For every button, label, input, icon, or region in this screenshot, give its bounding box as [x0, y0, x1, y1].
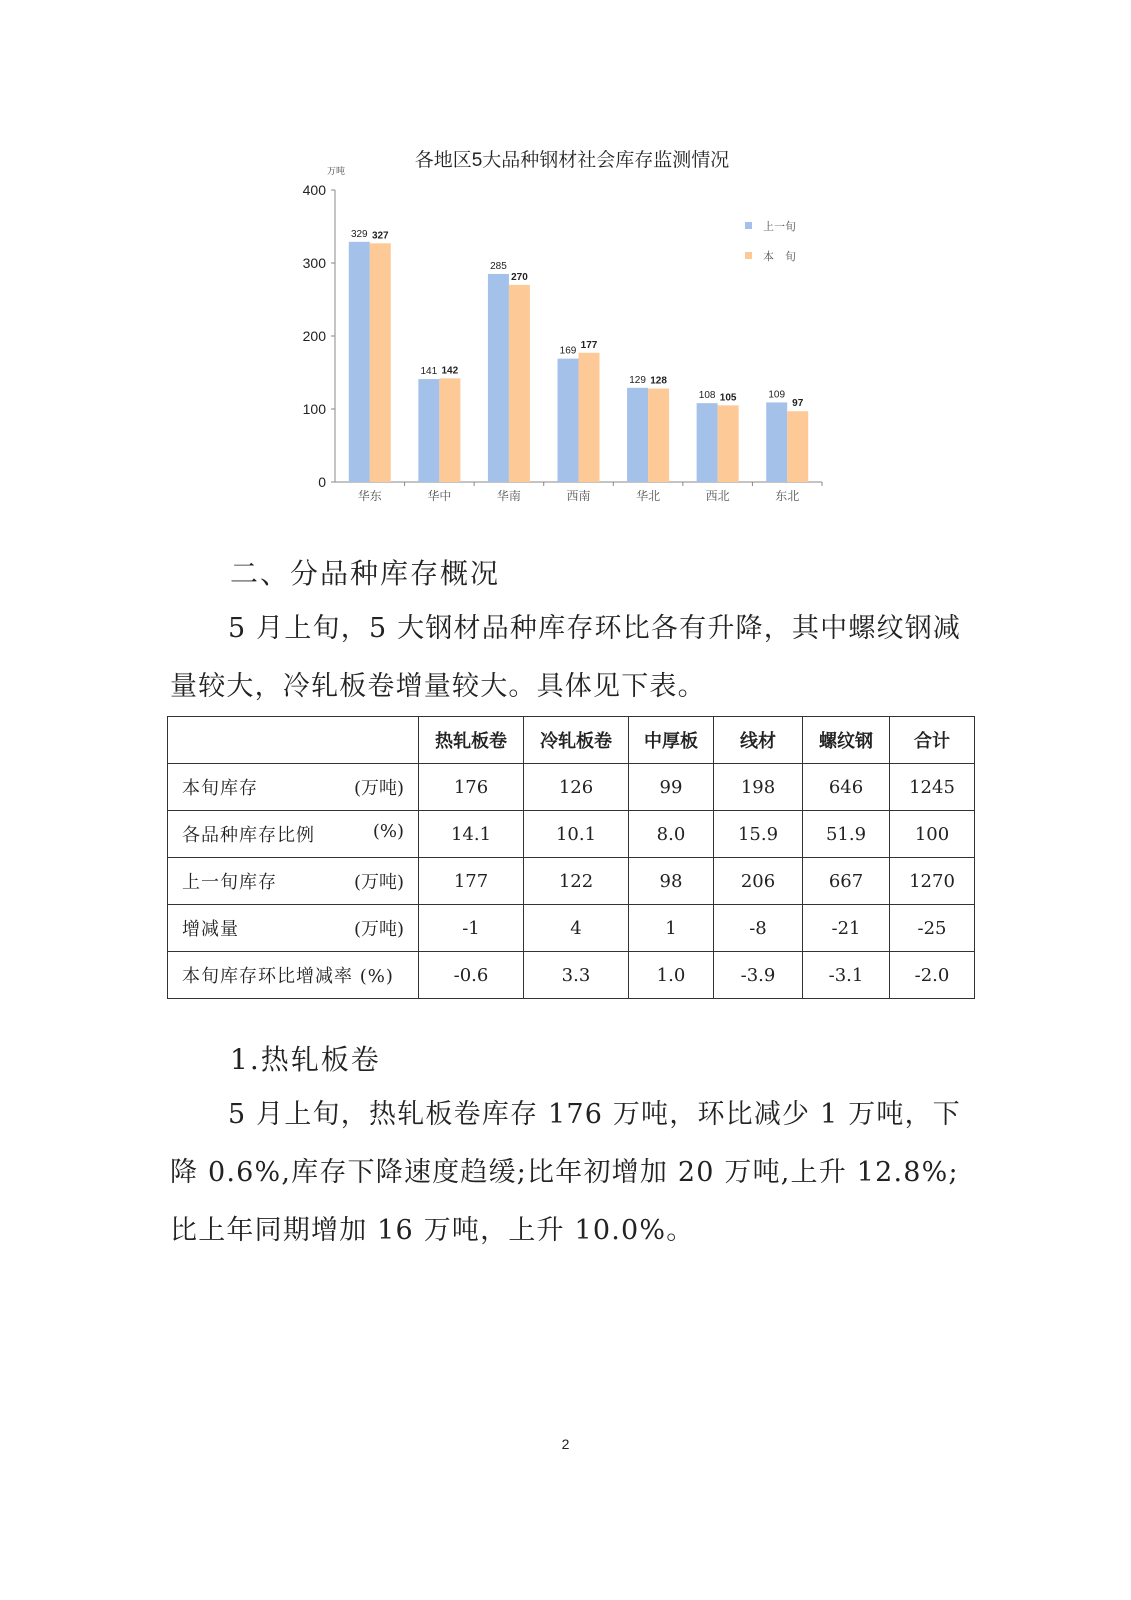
- table-cell: 1245: [890, 764, 975, 811]
- table-cell: -3.1: [803, 952, 890, 999]
- table-row: [168, 952, 975, 999]
- table-cell: 99: [629, 764, 714, 811]
- x-tick-label: 华南: [496, 489, 521, 503]
- bar-current: [579, 353, 600, 482]
- bar-data-label: 169: [559, 345, 577, 357]
- x-tick-label: 华北: [636, 489, 661, 503]
- bar-current: [509, 285, 530, 482]
- bar-data-label: 285: [490, 260, 507, 272]
- table-header-wire-rod: 线材: [714, 717, 803, 764]
- bar-data-label: 142: [441, 365, 459, 377]
- table-cell: 14.1: [419, 811, 524, 858]
- table-cell: 3.3: [524, 952, 629, 999]
- row-unit: (万吨): [353, 919, 404, 940]
- table-row: [168, 764, 975, 811]
- regional-inventory-chart: [290, 140, 840, 515]
- table-cell: 176: [419, 764, 524, 811]
- inventory-table: [167, 716, 975, 999]
- row-unit: (万吨): [353, 872, 404, 893]
- table-cell: 1: [629, 905, 714, 952]
- table-cell: 198: [714, 764, 803, 811]
- table-header-blank: [168, 717, 419, 764]
- section-heading-hot-rolled: 1.热轧板卷: [230, 1043, 381, 1076]
- bar-current: [648, 389, 669, 482]
- section-intro-paragraph: 5 月上旬，5 大钢材品种库存环比各有升降，其中螺纹钢减量较大，冷轧板卷增量较大。具体见下表。: [170, 613, 962, 702]
- bar-previous: [488, 274, 509, 482]
- bar-current: [370, 243, 391, 482]
- legend-label: 上一旬: [763, 221, 796, 233]
- y-tick-label: 400: [302, 182, 326, 198]
- table-cell: 98: [629, 858, 714, 905]
- bar-data-label: 141: [420, 366, 438, 378]
- table-row: [168, 858, 975, 905]
- table-header-total: 合计: [890, 717, 975, 764]
- table-cell: -3.9: [714, 952, 803, 999]
- bar-current: [718, 405, 739, 482]
- table-cell: 8.0: [629, 811, 714, 858]
- table-cell: -0.6: [419, 952, 524, 999]
- row-label: [168, 952, 419, 999]
- x-tick-label: 西南: [566, 489, 591, 503]
- row-unit: (万吨): [353, 778, 404, 799]
- table-header-row: [168, 717, 975, 764]
- bar-previous: [418, 379, 439, 482]
- bar-current: [787, 411, 808, 482]
- table-cell: 4: [524, 905, 629, 952]
- page-number: 2: [561, 1436, 570, 1452]
- hot-rolled-paragraph: 5 月上旬，热轧板卷库存 176 万吨，环比减少 1 万吨，下降 0.6%,库存下降速度趋缓;比年初增加 20 万吨,上升 12.8%;比上年同期增加 16 万吨，上升 10.0%。: [170, 1099, 962, 1246]
- table-cell: 126: [524, 764, 629, 811]
- table-cell: 100: [890, 811, 975, 858]
- x-tick-label: 西北: [705, 489, 730, 503]
- table-row: [168, 811, 975, 858]
- table-header-rebar: 螺纹钢: [803, 717, 890, 764]
- bar-previous: [627, 388, 648, 482]
- table-cell: 667: [803, 858, 890, 905]
- bar-previous: [697, 403, 718, 482]
- row-label-text: 上一旬库存: [182, 872, 277, 893]
- table-header-medium-plate: 中厚板: [629, 717, 714, 764]
- bar-data-label: 97: [792, 398, 804, 410]
- row-label: [168, 858, 419, 905]
- bar-previous: [766, 402, 787, 482]
- table-header-cold-rolled: 冷轧板卷: [524, 717, 629, 764]
- row-label: [168, 811, 419, 858]
- bar-data-label: 109: [768, 389, 786, 401]
- table-cell: 122: [524, 858, 629, 905]
- legend-label: 本 旬: [763, 251, 796, 263]
- table-cell: -8: [714, 905, 803, 952]
- bar-data-label: 329: [350, 228, 368, 240]
- table-cell: -2.0: [890, 952, 975, 999]
- legend-swatch: [745, 252, 752, 259]
- row-label-text: 本旬库存环比增减率 (%): [182, 966, 394, 987]
- table-cell: 51.9: [803, 811, 890, 858]
- y-tick-label: 200: [302, 328, 326, 344]
- row-label-text: 本旬库存: [182, 778, 258, 799]
- bar-data-label: 128: [650, 375, 667, 387]
- table-cell: 206: [714, 858, 803, 905]
- bar-data-label: 129: [629, 374, 646, 386]
- table-cell: 1270: [890, 858, 975, 905]
- x-tick-label: 华东: [357, 489, 382, 503]
- row-label: [168, 905, 419, 952]
- bar-data-label: 177: [580, 339, 598, 351]
- row-label-text: 增减量: [182, 919, 239, 940]
- legend-swatch: [745, 222, 752, 229]
- bar-data-label: 327: [371, 230, 389, 242]
- bar-current: [439, 378, 460, 482]
- section-heading-inventory-by-variety: 二、分品种库存概况: [230, 557, 501, 590]
- row-unit: (%): [372, 821, 404, 842]
- table-cell: 15.9: [714, 811, 803, 858]
- bar-data-label: 270: [511, 271, 528, 283]
- chart-y-unit: 万吨: [327, 166, 346, 176]
- bar-previous: [349, 242, 370, 482]
- chart-bars: [349, 229, 808, 482]
- table-cell: 646: [803, 764, 890, 811]
- table-cell: 1.0: [629, 952, 714, 999]
- table-cell: 10.1: [524, 811, 629, 858]
- table-cell: -21: [803, 905, 890, 952]
- y-tick-label: 0: [318, 474, 326, 490]
- bar-previous: [558, 359, 579, 482]
- row-label: [168, 764, 419, 811]
- bar-data-label: 108: [698, 390, 716, 402]
- table-cell: -25: [890, 905, 975, 952]
- chart-legend: [745, 219, 796, 263]
- table-cell: -1: [419, 905, 524, 952]
- x-tick-label: 华中: [427, 489, 452, 503]
- y-tick-label: 300: [302, 255, 326, 271]
- table-header-hot-rolled: 热轧板卷: [419, 717, 524, 764]
- chart-title: 各地区5大品种钢材社会库存监测情况: [414, 150, 730, 171]
- bar-data-label: 105: [719, 392, 737, 404]
- row-label-text: 各品种库存比例: [182, 825, 315, 846]
- x-tick-label: 东北: [775, 489, 800, 503]
- y-tick-label: 100: [302, 401, 326, 417]
- table-row: [168, 905, 975, 952]
- table-cell: 177: [419, 858, 524, 905]
